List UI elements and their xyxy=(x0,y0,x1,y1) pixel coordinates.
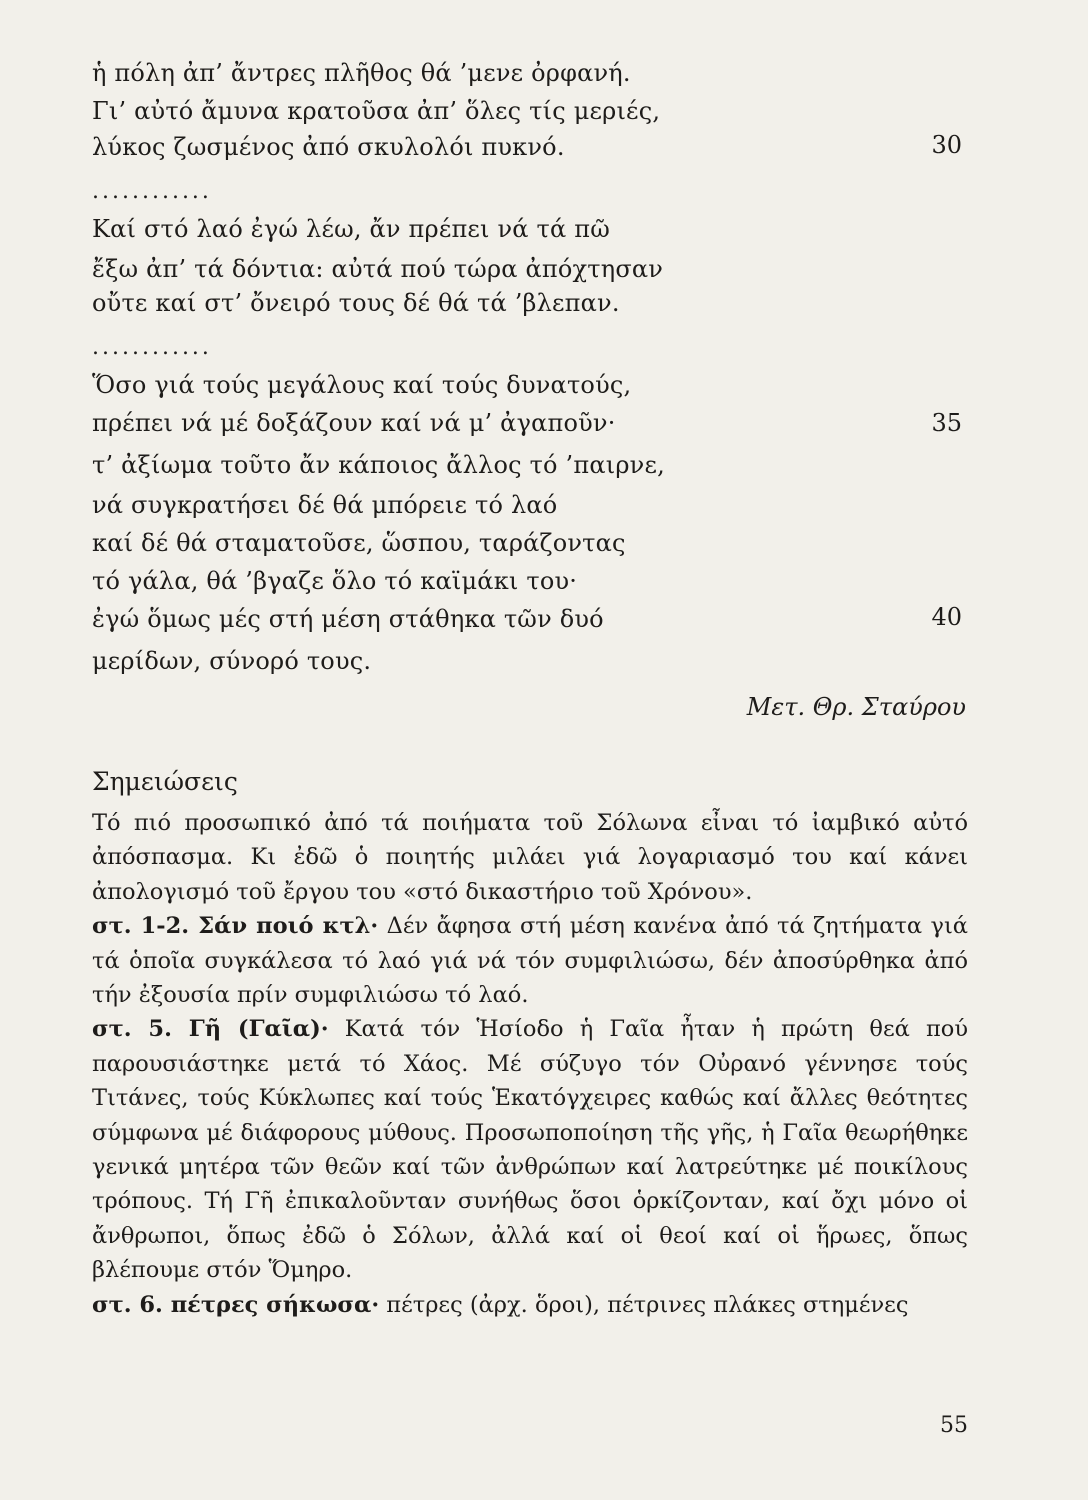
poem-line: μερίδων, σύνορό τους. xyxy=(92,647,372,675)
poem-line: Γι’ αὐτό ἄμυνα κρατοῦσα ἀπ’ ὅλες τίς μεριές, xyxy=(92,97,661,125)
note-text: Κατά τόν Ἡσίοδο ἡ Γαῖα ἦταν ἡ πρώτη θεά πού παρουσιάστηκε μετά τό Χάος. Μέ σύζυγο τόν Οὐρανό γέννησε τούς Τιτάνες, τούς Κύκλωπες καί τούς Ἑκατόγχειρες καθώς καί ἄλλες θεότητες σύμφωνα μέ διάφορους μύθους. Προσωποποίηση τῆς γῆς, ἡ Γαῖα θεωρήθηκε γενικά μητέρα τῶν θεῶν καί τῶν ἀνθρώπων καί λατρεύτηκε μέ ποικίλους τρόπους. Τή Γῆ ἐπικαλοῦνταν συνήθως ὅσοι ὁρκίζονταν, καί ὄχι μόνο οἱ ἄνθρωποι, ὅπως ἐδῶ ὁ Σόλων, ἀλλά καί οἱ θεοί καί οἱ ἥρωες, ὅπως βλέπουμε στόν Ὅμηρο. xyxy=(92,1016,969,1284)
note-lead: στ. 5. Γῆ (Γαῖα)· xyxy=(92,1016,329,1043)
notes-body xyxy=(92,806,968,1322)
poem-line: πρέπει νά μέ δοξάζουν καί νά μ’ ἀγαποῦν· xyxy=(92,409,616,437)
note-lead: στ. 1-2. Σάν ποιό κτλ· xyxy=(92,913,379,940)
ellipsis-divider: ............ xyxy=(92,179,212,204)
line-number-30: 30 xyxy=(931,131,962,159)
poem-line: τό γάλα, θά ’βγαζε ὅλο τό καϊμάκι του· xyxy=(92,567,578,595)
poem-line: ἔξω ἀπ’ τά δόντια: αὐτά πού τώρα ἀπόχτησαν xyxy=(92,255,664,283)
note-text: πέτρες (ἀρχ. ὅροι), πέτρινες πλάκες στημένες xyxy=(379,1291,909,1318)
notes-heading: Σημειώσεις xyxy=(92,767,238,796)
poem-line: καί δέ θά σταματοῦσε, ὥσπου, ταράζοντας xyxy=(92,529,626,557)
poem-line: Ὅσο γιά τούς μεγάλους καί τούς δυνατούς, xyxy=(92,371,632,399)
note-text: Δέν ἄφησα στή μέση κανένα ἀπό τά ζητήματα γιά τά ὁποῖα συγκάλεσα τό λαό γιά νά τόν συμφιλιώσω, δέν ἀποσύρθηκα ἀπό τήν ἐξουσία πρίν συμφιλιώσω τό λαό. xyxy=(92,913,968,1009)
poem-line: ἡ πόλη ἀπ’ ἄντρες πλῆθος θά ’μενε ὀρφανή. xyxy=(92,59,631,87)
poem-line: νά συγκρατήσει δέ θά μπόρειε τό λαό xyxy=(92,491,558,519)
poem-line: λύκος ζωσμένος ἀπό σκυλολόι πυκνό. xyxy=(92,133,565,161)
poem-line: Καί στό λαό ἐγώ λέω, ἄν πρέπει νά τά πῶ xyxy=(92,215,610,243)
poem-line: ἐγώ ὅμως μές στή μέση στάθηκα τῶν δυό xyxy=(92,605,604,633)
note-item xyxy=(92,1288,968,1322)
line-number-35: 35 xyxy=(931,409,962,437)
ellipsis-divider: ............ xyxy=(92,335,212,360)
line-number-40: 40 xyxy=(931,603,962,631)
note-item xyxy=(92,909,968,1012)
note-lead: στ. 6. πέτρες σήκωσα· xyxy=(92,1291,380,1318)
poem-line: οὔτε καί στ’ ὄνειρό τους δέ θά τά ’βλεπαν. xyxy=(92,289,620,317)
translator-credit: Μετ. Θρ. Σταύρου xyxy=(746,693,966,721)
poem-line: τ’ ἀξίωμα τοῦτο ἄν κάποιος ἄλλος τό ’παιρνε, xyxy=(92,451,665,479)
note-item xyxy=(92,1012,968,1287)
notes-intro: Τό πιό προσωπικό ἀπό τά ποιήματα τοῦ Σόλωνα εἶναι τό ἰαμβικό αὐτό ἀπόσπασμα. Κι ἐδῶ ὁ ποιητής μιλάει γιά λογαριασμό του καί κάνει ἀπολογισμό τοῦ ἔργου του «στό δικαστήριο τοῦ Χρόνου». xyxy=(92,810,968,905)
page-number: 55 xyxy=(940,1413,968,1438)
